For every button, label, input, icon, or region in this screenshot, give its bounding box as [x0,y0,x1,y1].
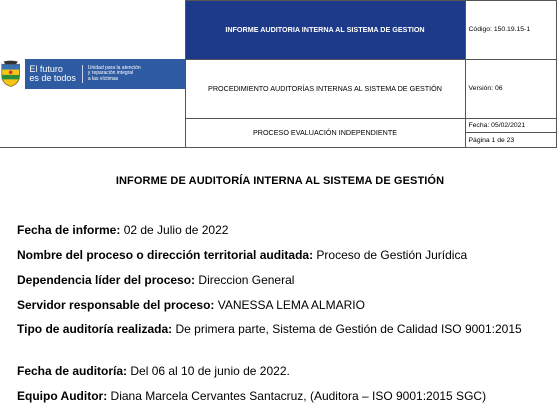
header-process: PROCESO EVALUACIÓN INDEPENDIENTE [185,118,465,147]
header-page-number: Página 1 de 23 [465,133,556,148]
field-label: Equipo Auditor: [17,389,108,403]
logo-cell [0,1,185,148]
field-value: Direccion General [195,273,295,287]
logo-sub-line-1: Unidad para la atención [87,64,141,71]
field-audited-process [17,248,537,263]
logo-main-line-1: El futuro [29,63,63,74]
field-label: Fecha de auditoría: [17,364,128,378]
header-procedure: PROCEDIMIENTO AUDITORÍAS INTERNAS AL SISTEMA DE GESTIÓN [185,59,465,118]
logo-main-text [29,65,83,83]
colombia-seal-icon [0,59,21,89]
field-label: Nombre del proceso o dirección territorial auditada: [17,248,314,262]
field-report-date [17,223,537,238]
field-label: Dependencia líder del proceso: [17,273,196,287]
document-title: INFORME DE AUDITORÍA INTERNA AL SISTEMA DE GESTIÓN [115,175,445,187]
field-label: Tipo de auditoría realizada: [17,322,173,336]
logo-sub-line-2: y reparación integral [87,70,134,76]
field-value: VANESSA LEMA ALMARIO [214,298,365,312]
header-version: Versión: 06 [465,59,556,118]
logo [0,1,185,148]
field-responsible-official [17,298,537,313]
field-lead-unit [17,273,537,288]
logo-sub-text [83,66,141,83]
field-value: Del 06 al 10 de junio de 2022. [127,364,290,378]
header-code: Código: 150.19.15-1 [465,1,556,60]
field-audit-date [17,364,537,379]
field-value: De primera parte, Sistema de Gestión de Calidad ISO 9001:2015 [172,322,522,336]
document-header [0,0,557,148]
field-value: Proceso de Gestión Jurídica [313,248,468,262]
field-audit-team [17,389,557,404]
government-logo-band [25,59,184,89]
field-value: 02 de Julio de 2022 [120,223,229,237]
field-value: Diana Marcela Cervantes Santacruz, (Auditora – ISO 9001:2015 SGC) [107,389,487,403]
logo-main-line-2: es de todos [29,72,76,83]
header-date: Fecha: 05/02/2021 [465,118,556,133]
logo-sub-line-3: a las víctimas [87,75,119,82]
header-title: INFORME AUDITORIA INTERNA AL SISTEMA DE GESTION [185,1,465,60]
field-label: Fecha de informe: [17,223,121,237]
field-label: Servidor responsable del proceso: [17,298,215,312]
field-audit-type [17,322,537,337]
